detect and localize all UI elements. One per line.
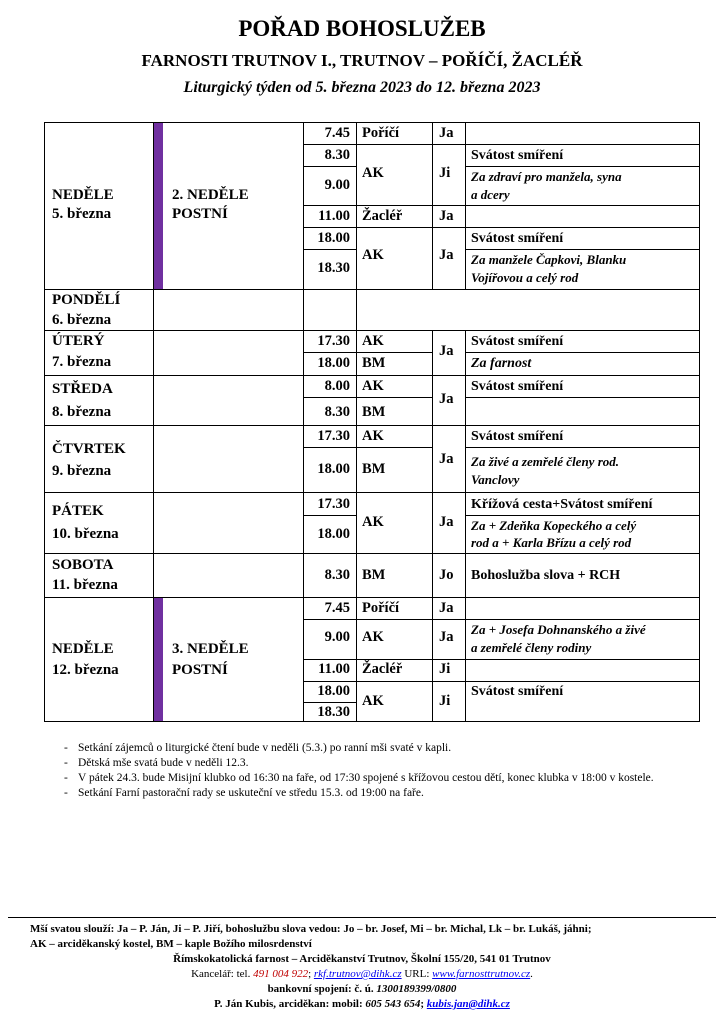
mass-time: 17.30 xyxy=(317,496,350,512)
day-date: 8. března xyxy=(52,404,112,420)
mass-time: 8.30 xyxy=(324,147,350,163)
mass-intention: a zemřelé členy rodiny xyxy=(471,640,592,655)
mass-intention: Svátost smíření xyxy=(471,148,564,163)
day-name: PÁTEK xyxy=(52,503,104,519)
mass-intention: Za + Josefa Dohnanského a živé xyxy=(471,622,646,637)
office-contact: Kancelář: tel. 491 004 922; rkf.trutnov@dihk.cz URL: www.farnosttrutnov.cz. xyxy=(191,968,533,980)
day-date: 11. března xyxy=(52,577,118,593)
mass-time: 9.00 xyxy=(324,629,350,645)
mass-time: 17.30 xyxy=(317,428,350,444)
celebrant: Ja xyxy=(439,451,454,467)
mass-time: 7.45 xyxy=(324,125,350,141)
mass-intention: Svátost smíření xyxy=(471,429,564,444)
mass-intention: Svátost smíření xyxy=(471,379,564,394)
celebrant: Ji xyxy=(439,165,451,181)
mass-place: AK xyxy=(362,333,384,349)
mass-place: BM xyxy=(362,404,386,420)
celebrant: Ja xyxy=(439,247,454,263)
liturgical-day: 3. NEDĚLE xyxy=(172,641,249,657)
priest-email-link[interactable]: kubis.jan@dihk.cz xyxy=(426,998,510,1010)
mass-intention: Za zdraví pro manžela, syna xyxy=(471,169,622,184)
day-name: SOBOTA xyxy=(52,557,114,573)
priest-contact: P. Ján Kubis, arciděkan: mobil: 605 543 654; kubis.jan@dihk.cz xyxy=(214,998,510,1010)
day-date: 7. března xyxy=(52,354,112,370)
mass-time: 18.00 xyxy=(317,230,350,246)
parish-subtitle: FARNOSTI TRUTNOV I., TRUTNOV – POŘÍČÍ, ŽACLÉŘ xyxy=(141,51,583,70)
office-phone: 491 004 922 xyxy=(253,968,309,980)
day-date: 6. března xyxy=(52,312,112,328)
mass-intention: Křížová cesta+Svátost smíření xyxy=(471,497,653,512)
legend-celebrants: Mší svatou slouží: Ja – P. Ján, Ji – P. Jiří, bohoslužbu slova vedou: Jo – br. Josef, Mi – br. Michal, Lk – br. Lukáš, jáhni; xyxy=(30,923,592,935)
day-name: ÚTERÝ xyxy=(52,333,105,349)
celebrant: Ji xyxy=(439,661,451,677)
mass-time: 8.00 xyxy=(324,378,350,394)
mass-place: AK xyxy=(362,629,384,645)
mass-intention: Za + Zdeňka Kopeckého a celý xyxy=(471,518,637,533)
announcement: - Setkání zájemců o liturgické čtení bude v neděli (5.3.) po ranní mši svaté v kapli. xyxy=(64,741,704,756)
day-date: 5. března xyxy=(52,206,112,222)
parish-address: Římskokatolická farnost – Arciděkanství Trutnov, Školní 155/20, 541 01 Trutnov xyxy=(173,953,551,965)
mass-place: AK xyxy=(362,165,384,181)
day-date: 9. března xyxy=(52,463,112,479)
footer-divider xyxy=(8,917,716,918)
bank-account: bankovní spojení: č. ú. 1300189399/0800 xyxy=(267,983,457,995)
mass-time: 18.00 xyxy=(317,355,350,371)
announcement: - Dětská mše svatá bude v neděli 12.3. xyxy=(64,756,704,771)
mass-place: Žacléř xyxy=(362,661,403,677)
celebrant: Ja xyxy=(439,343,454,359)
day-date: 10. března xyxy=(52,526,119,542)
purple-bar-bottom xyxy=(153,597,163,721)
mass-intention: Za farnost xyxy=(471,356,532,371)
mass-place: AK xyxy=(362,378,384,394)
week-range: Liturgický týden od 5. března 2023 do 12. března 2023 xyxy=(183,79,541,96)
mass-place: AK xyxy=(362,514,384,530)
mass-intention: Vanclovy xyxy=(471,472,520,487)
mass-place: Poříčí xyxy=(362,600,400,616)
mass-intention: rod a + Karla Břízu a celý rod xyxy=(471,535,632,550)
mass-time: 11.00 xyxy=(318,661,350,677)
liturgical-day: POSTNÍ xyxy=(172,662,228,678)
celebrant: Ja xyxy=(439,391,454,407)
liturgical-day: 2. NEDĚLE xyxy=(172,187,249,203)
mass-intention: a dcery xyxy=(471,187,510,202)
day-date: 12. března xyxy=(52,662,119,678)
mass-time: 8.30 xyxy=(324,404,350,420)
mass-time: 18.00 xyxy=(317,461,350,477)
office-email-link[interactable]: rkf.trutnov@dihk.cz xyxy=(313,968,402,980)
purple-bar-top xyxy=(153,122,163,289)
mass-place: Poříčí xyxy=(362,125,400,141)
mass-time: 11.00 xyxy=(318,208,350,224)
mass-intention: Svátost smíření xyxy=(471,684,564,699)
mass-intention: Za manžele Čapkovi, Blanku xyxy=(471,252,627,267)
day-name: NEDĚLE xyxy=(52,641,114,657)
mass-time: 17.30 xyxy=(317,333,350,349)
announcements xyxy=(64,741,704,801)
page-title: POŘAD BOHOSLUŽEB xyxy=(238,16,486,41)
mass-time: 7.45 xyxy=(324,600,350,616)
day-name: PONDĚLÍ xyxy=(52,292,121,308)
mass-place: AK xyxy=(362,693,384,709)
mass-intention: Svátost smíření xyxy=(471,334,564,349)
mass-time: 9.00 xyxy=(324,177,350,193)
mass-time: 8.30 xyxy=(324,567,350,583)
day-name: NEDĚLE xyxy=(52,187,114,203)
mass-intention: Vojířovou a celý rod xyxy=(471,270,579,285)
schedule-table xyxy=(44,122,700,722)
legend-places: AK – arciděkanský kostel, BM – kaple Božího milosrdenství xyxy=(30,938,312,950)
celebrant: Ja xyxy=(439,208,454,224)
mass-place: BM xyxy=(362,461,386,477)
mass-intention: Bohoslužba slova + RCH xyxy=(471,568,621,583)
announcement: - V pátek 24.3. bude Misijní klubko od 16:30 na faře, od 17:30 spojené s křížovou cestou dětí, konec klubka v 18:00 v kostele. xyxy=(64,771,704,786)
mass-time: 18.00 xyxy=(317,683,350,699)
mass-place: AK xyxy=(362,428,384,444)
mass-intention: Svátost smíření xyxy=(471,231,564,246)
celebrant: Ja xyxy=(439,629,454,645)
liturgical-day: POSTNÍ xyxy=(172,206,228,222)
mass-time: 18.30 xyxy=(317,260,350,276)
day-name: STŘEDA xyxy=(52,381,113,397)
day-name: ČTVRTEK xyxy=(52,441,126,457)
mass-place: Žacléř xyxy=(362,208,403,224)
mass-place: BM xyxy=(362,355,386,371)
celebrant: Ja xyxy=(439,125,454,141)
priest-mobile: 605 543 654 xyxy=(365,998,421,1010)
mass-place: AK xyxy=(362,247,384,263)
celebrant: Ja xyxy=(439,514,454,530)
celebrant: Ja xyxy=(439,600,454,616)
celebrant: Jo xyxy=(439,567,454,583)
website-link[interactable]: www.farnosttrutnov.cz xyxy=(432,968,531,980)
mass-intention: Za živé a zemřelé členy rod. xyxy=(471,454,620,469)
celebrant: Ji xyxy=(439,693,451,709)
mass-time: 18.00 xyxy=(317,526,350,542)
mass-place: BM xyxy=(362,567,386,583)
announcement: - Setkání Farní pastorační rady se uskuteční ve středu 15.3. od 19:00 na faře. xyxy=(64,786,704,801)
mass-time: 18.30 xyxy=(317,704,350,720)
